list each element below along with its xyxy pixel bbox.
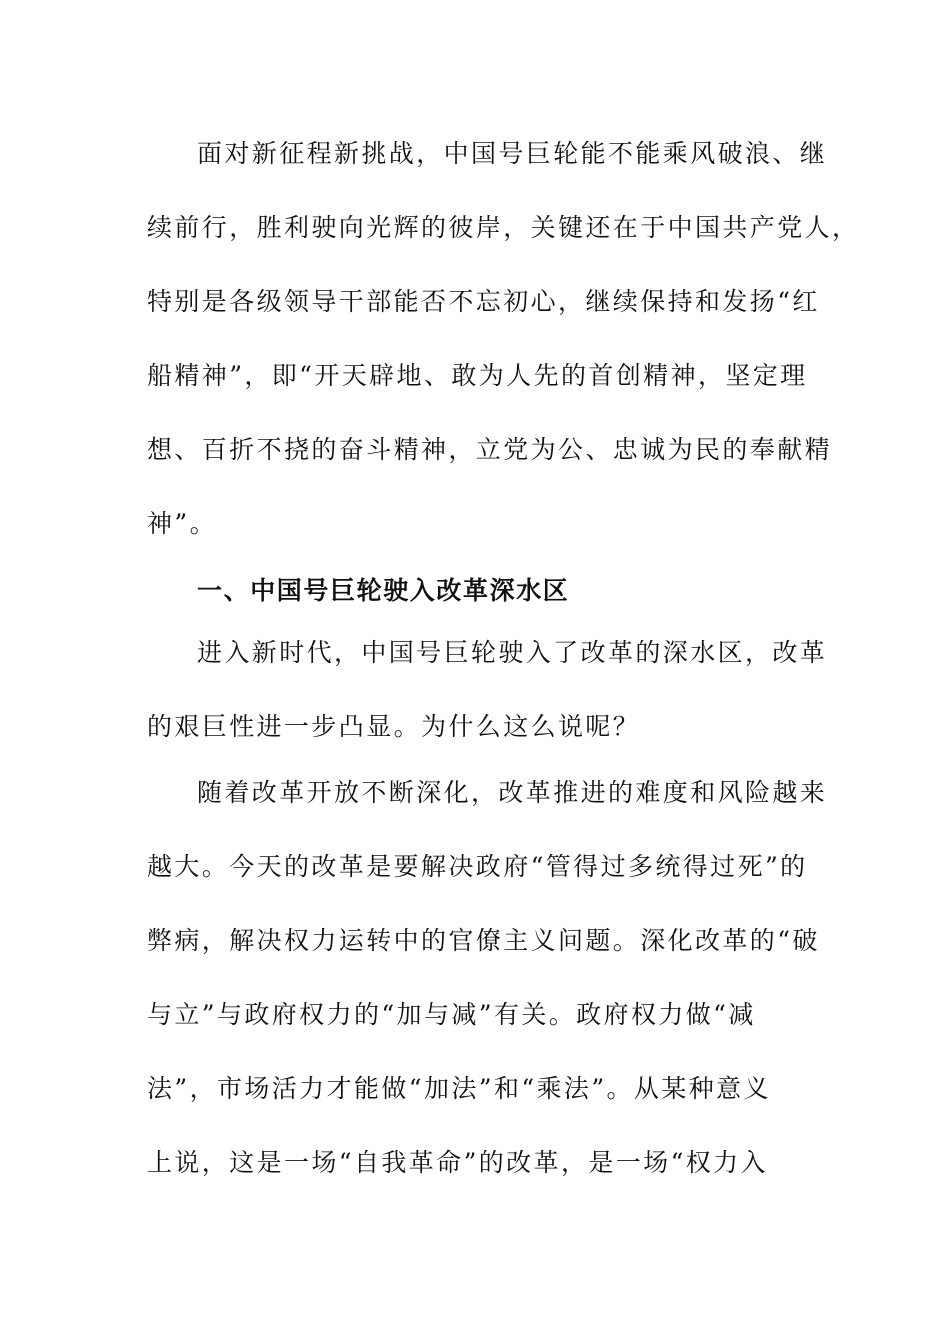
paragraph-3-line-4: 与立”与政府权力的“加与减”有关。政府权力做“减	[147, 1000, 756, 1029]
paragraph-3-line-3: 弊病，解决权力运转中的官僚主义问题。深化改革的“破	[147, 926, 820, 955]
paragraph-1-line-2: 续前行，胜利驶向光辉的彼岸，关键还在于中国共产党人，	[147, 213, 860, 242]
paragraph-2-line-1: 进入新时代，中国号巨轮驶入了改革的深水区，改革	[197, 638, 828, 667]
paragraph-1-line-3: 特别是各级领导干部能否不忘初心，继续保持和发扬“红	[147, 287, 820, 316]
paragraph-1-line-4: 船精神”，即“开天辟地、敢为人先的首创精神，坚定理	[147, 361, 808, 390]
paragraph-3-line-2: 越大。今天的改革是要解决政府“管得过多统得过死”的	[147, 852, 808, 881]
paragraph-1-line-5: 想、百折不挠的奋斗精神，立党为公、忠诚为民的奉献精	[147, 435, 833, 464]
paragraph-3-line-6: 上说，这是一场“自我革命”的改革，是一场“权力入	[147, 1148, 768, 1177]
paragraph-3-line-1: 随着改革开放不断深化，改革推进的难度和风险越来	[197, 778, 828, 807]
paragraph-3-line-5: 法”，市场活力才能做“加法”和“乘法”。从某种意义	[147, 1074, 771, 1103]
section-heading: 一、中国号巨轮驶入改革深水区	[197, 576, 570, 605]
paragraph-2-line-2: 的艰巨性进一步凸显。为什么这么说呢？	[147, 712, 641, 741]
paragraph-1-line-1: 面对新征程新挑战，中国号巨轮能不能乘风破浪、继	[197, 139, 828, 168]
paragraph-1-line-6: 神”。	[147, 509, 217, 538]
